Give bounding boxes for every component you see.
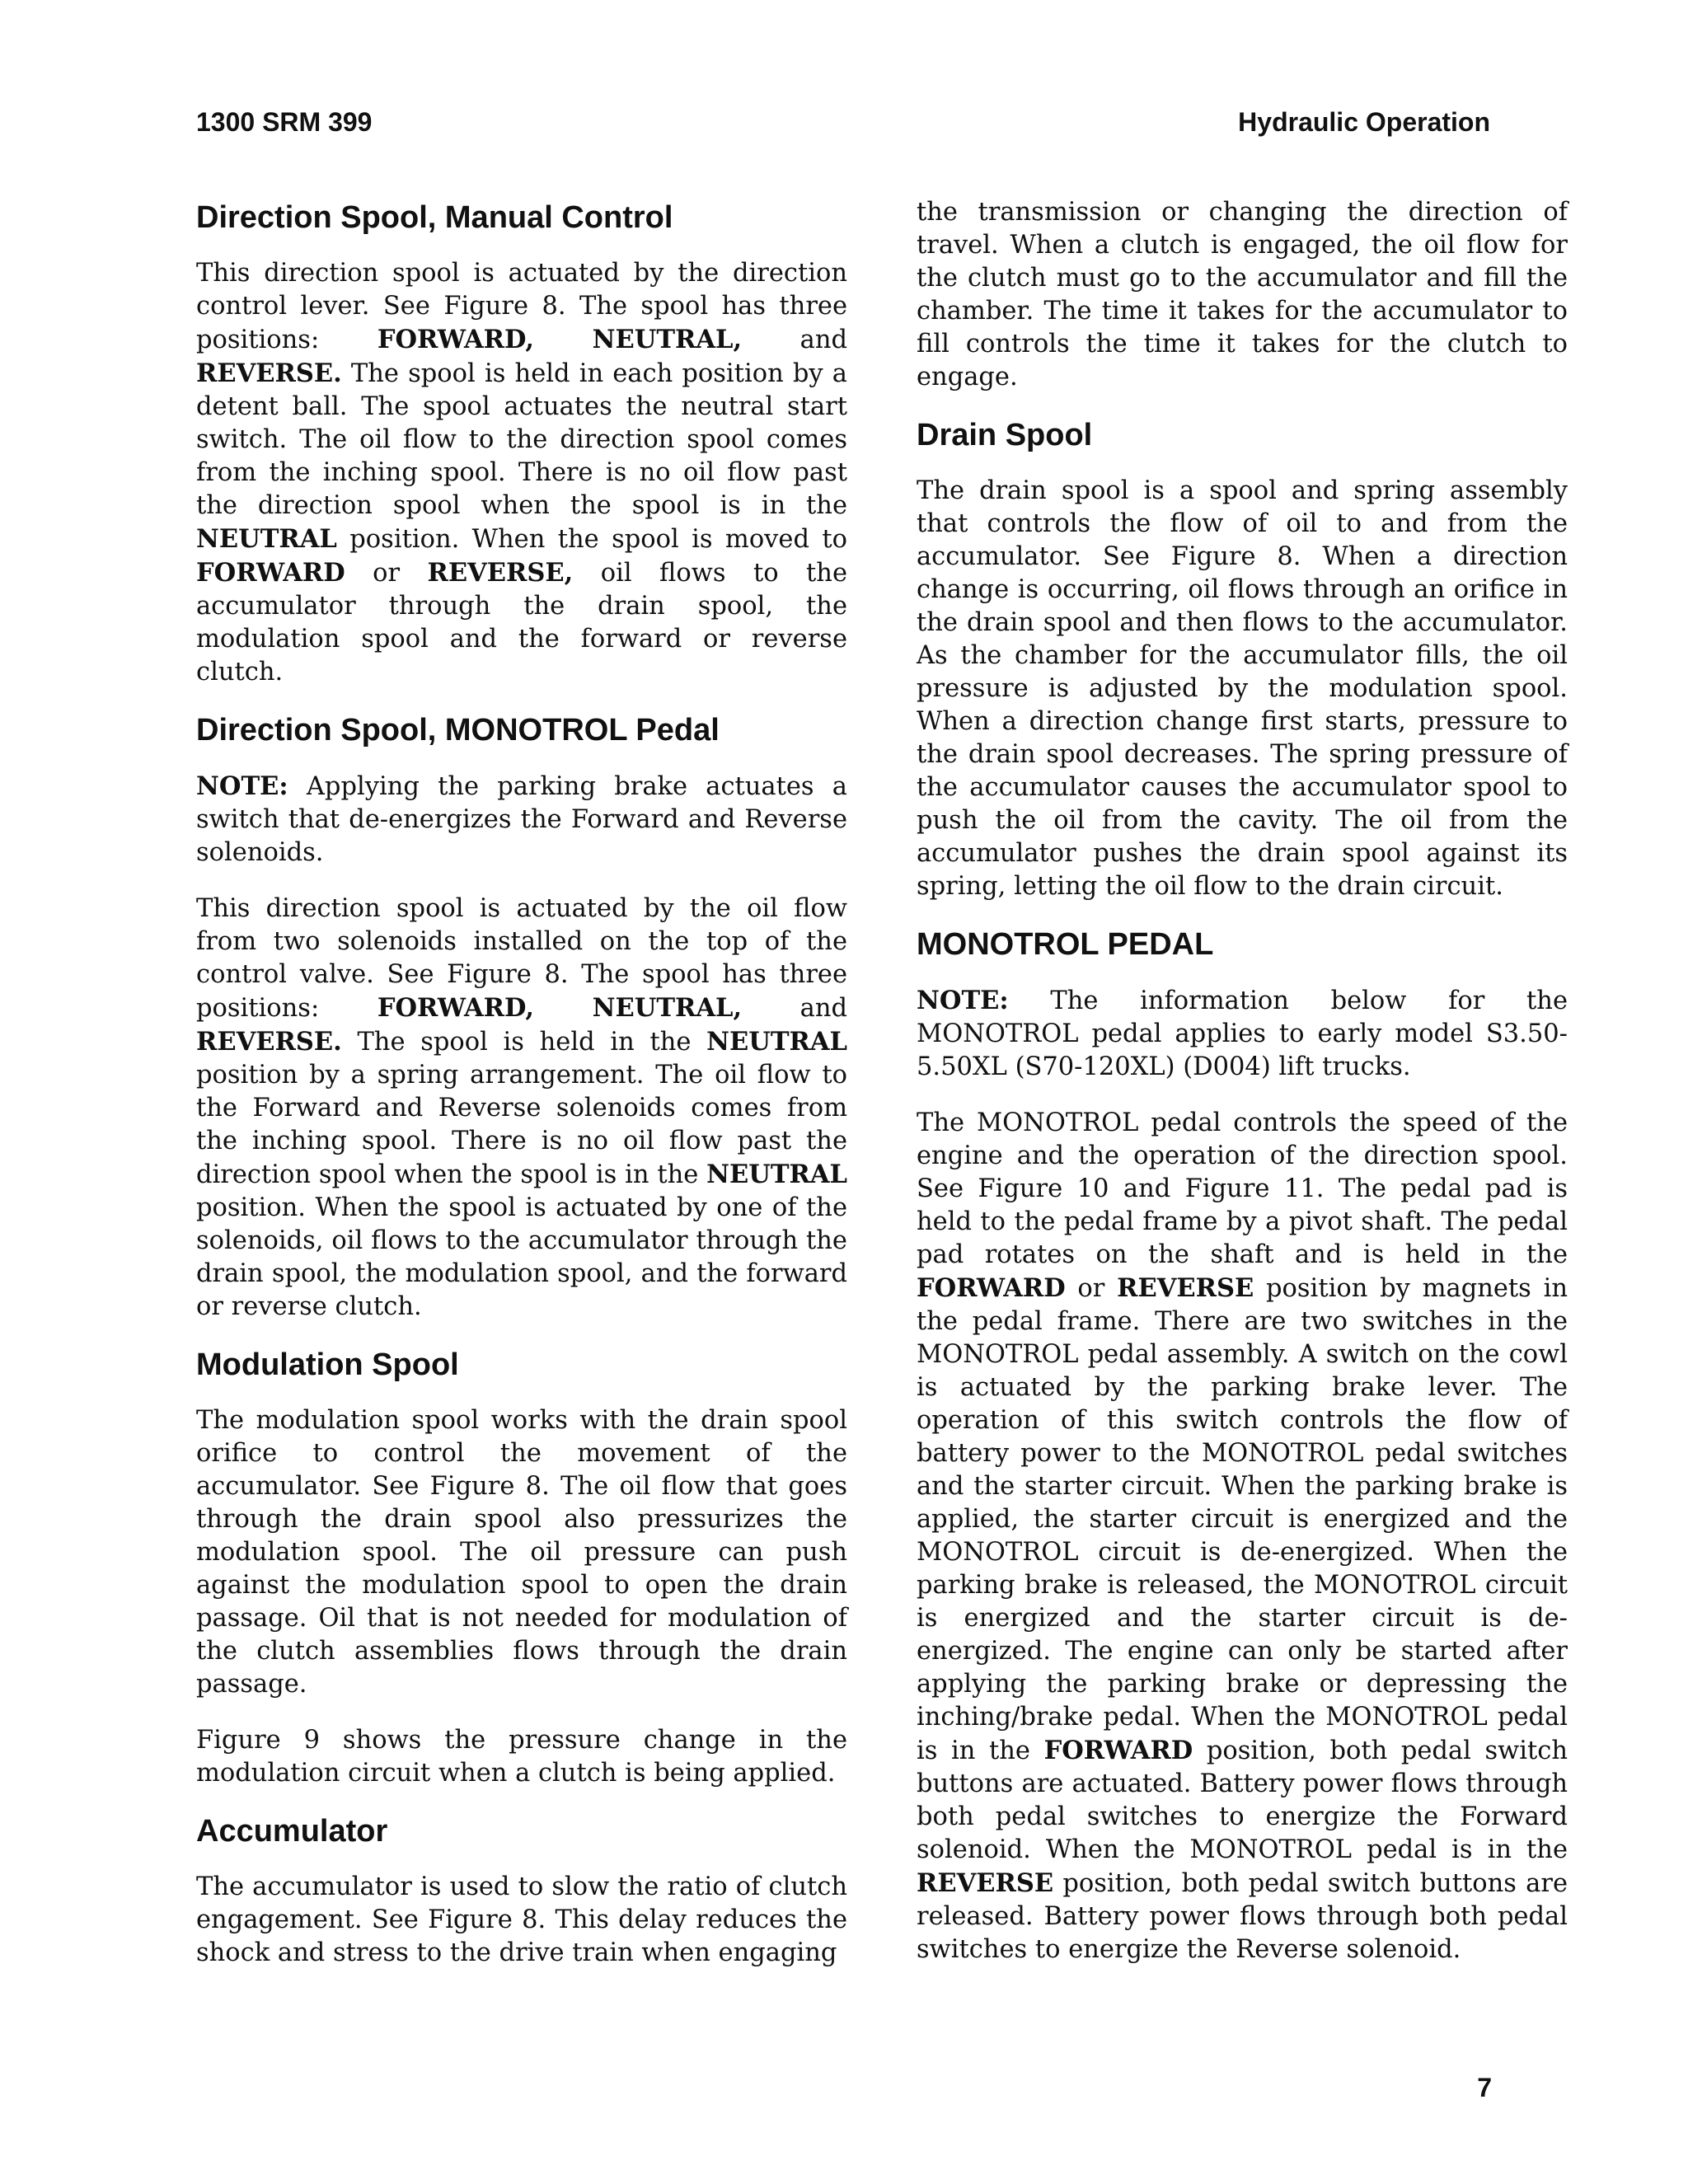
bold-term: FORWARD, [377,993,535,1023]
document-code: 1300 SRM 399 [196,107,373,137]
paragraph-modulation-1: The modulation spool works with the drain spool orifice to control the movement of the accumulator. See Figure 8. The oil flow that goes through the drain spool also pressurizes the modulation spool. The oil pressure can push against the modulation spool to open the drain passage. Oil that is not needed for modulation of the clutch assemblies flows through the drain passage. [196,1406,847,1699]
page-number: 7 [1477,2073,1492,2102]
section-title: Hydraulic Operation [1238,107,1490,137]
paragraph-manual-control: This direction spool is actuated by the direction control lever. See Figure 8. The spool has three positions: FORWARD, NEUTRAL, and REVERSE. The spool is held in each position by a detent ball. The spool actuates the neutral start switch. The oil flow to the direction spool comes from the inching spool. There is no oil flow past the direction spool when the spool is in the NEUTRAL position. When the spool is moved to FORWARD or REVERSE, oil flows to the accumulator through the drain spool, the modulation spool and the forward or reverse clutch. [196,259,848,687]
left-column [196,196,847,1993]
paragraph-drain-spool: The drain spool is a spool and spring assembly that controls the flow of oil to and from the accumulator. See Figure 8. When a direction change is occurring, oil flows through an orifice in the drain spool and then flows to the accumulator. As the chamber for the accumulator fills, the oil pressure is adjusted by the modulation spool. When a direction change first starts, pressure to the drain spool decreases. The spring pressure of the accumulator causes the accumulator spool to push the oil from the cavity. The oil from the accumulator pushes the drain spool against its spring, letting the oil flow to the drain circuit. [917,476,1568,901]
heading-modulation-spool: Modulation Spool [196,1347,459,1382]
heading-direction-spool-manual: Direction Spool, Manual Control [196,200,673,235]
bold-term: FORWARD, [377,325,535,354]
bold-term: NEUTRAL [196,524,337,554]
bold-term: REVERSE [1117,1273,1254,1303]
bold-term: FORWARD [196,558,345,588]
bold-term: FORWARD [917,1273,1066,1303]
bold-term: NEUTRAL, [592,993,743,1023]
paragraph-monotrol-spool: This direction spool is actuated by the oil flow from two solenoids installed on the top of the control valve. See Figure 8. The spool has three positions: FORWARD, NEUTRAL, and REVERSE. The spool is held in the NEUTRAL position by a spring arrangement. The oil flow to the Forward and Reverse solenoids comes from the inching spool. There is no oil flow past the direction spool when the spool is in the NEUTRAL position. When the spool is actuated by one of the solenoids, oil flows to the accumulator through the drain spool, the modulation spool, and the forward or reverse clutch. [196,894,848,1321]
note-label: NOTE: [196,771,288,801]
heading-accumulator: Accumulator [196,1814,388,1849]
bold-term: NEUTRAL [706,1160,847,1189]
page-header [196,107,1490,140]
paragraph-accumulator: The accumulator is used to slow the ratio of clutch engagement. See Figure 8. This delay reduces the shock and stress to the drive train when engaging [196,1872,847,1967]
heading-direction-spool-monotrol: Direction Spool, MONOTROL Pedal [196,713,720,748]
note-label: NOTE: [917,986,1009,1015]
right-column [917,196,1568,1990]
note-text: The information below for the MONOTROL pedal applies to early model S3.50-5.50XL (S70-120XL) (D004) lift trucks. [917,987,1568,1081]
paragraph-modulation-2: Figure 9 shows the pressure change in the modulation circuit when a clutch is being applied. [196,1726,847,1788]
note-early-model [917,984,1568,1084]
bold-term: REVERSE. [196,1027,342,1057]
heading-monotrol-pedal: MONOTROL PEDAL [917,927,1214,962]
bold-term: REVERSE, [427,558,574,588]
bold-term: FORWARD [1043,1736,1193,1765]
note-parking-brake [196,770,847,869]
bold-term: REVERSE [917,1868,1054,1898]
paragraph-accumulator-continued: the transmission or changing the direction of travel. When a clutch is engaged, the oil flow for the clutch must go to the accumulator and fill the chamber. The time it takes for the accumulator to fill controls the time it takes for the clutch to engage. [917,198,1568,391]
note-text: Applying the parking brake actuates a switch that de-energizes the Forward and Reverse solenoids. [196,772,847,867]
heading-drain-spool: Drain Spool [917,418,1093,452]
bold-term: NEUTRAL [706,1027,847,1057]
paragraph-monotrol-pedal: The MONOTROL pedal controls the speed of the engine and the operation of the direction spool. See Figure 10 and Figure 11. The pedal pad is held to the pedal frame by a pivot shaft. The pedal pad rotates on the shaft and is held in the FORWARD or REVERSE position by magnets in the pedal frame. There are two switches in the MONOTROL pedal assembly. A switch on the cowl is actuated by the parking brake lever. The operation of this switch controls the flow of battery power to the MONOTROL pedal switches and the starter circuit. When the parking brake is applied, the starter circuit is energized and the MONOTROL circuit is de-energized. When the parking brake is released, the MONOTROL circuit is energized and the starter circuit is de-energized. The engine can only be started after applying the parking brake or depressing the inching/brake pedal. When the MONOTROL pedal is in the FORWARD position, both pedal switch buttons are actuated. Battery power flows through both pedal switches to energize the Forward solenoid. When the MONOTROL pedal is in the REVERSE position, both pedal switch buttons are released. Battery power flows through both pedal switches to energize the Reverse solenoid. [917,1108,1568,1964]
bold-term: REVERSE. [196,359,342,388]
bold-term: NEUTRAL, [592,325,743,354]
